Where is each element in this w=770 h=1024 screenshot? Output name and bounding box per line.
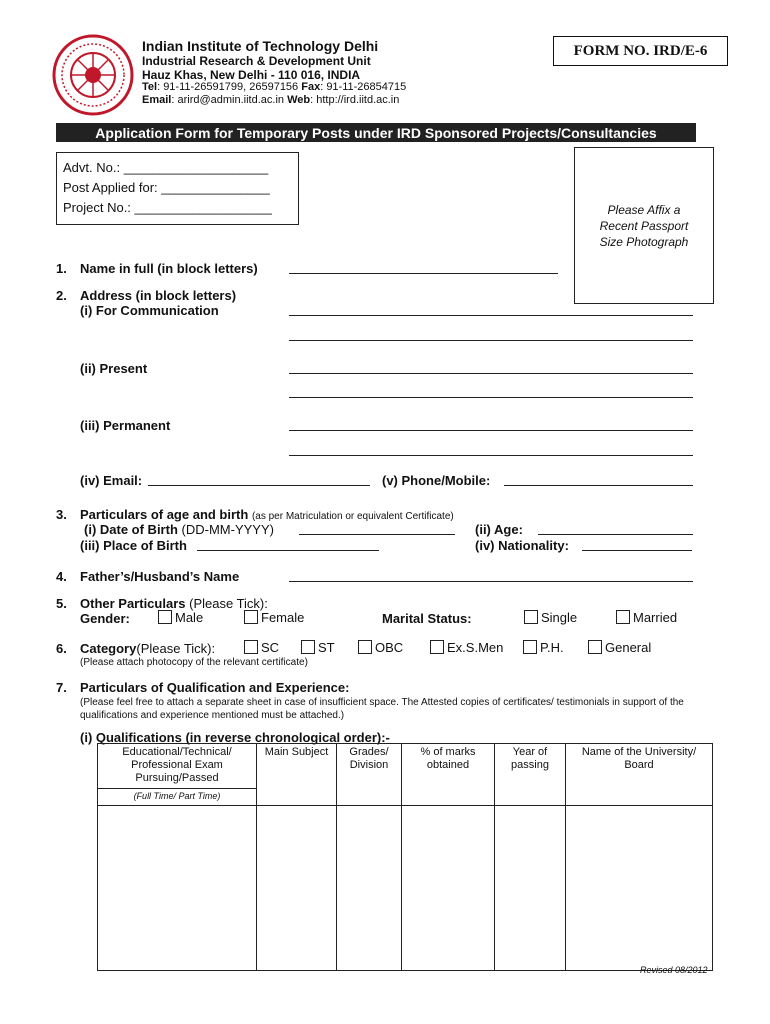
ph-checkbox[interactable] (523, 640, 537, 654)
address-present-line-2[interactable] (289, 397, 693, 398)
father-name-label: Father’s/Husband’s Name (80, 569, 240, 584)
q7-note: (Please feel free to attach a separate sheet in case of insufficient space. The Attested copies of certificates/ testimonials in support of the qualifications and experience mentioned must be attached.) (80, 697, 684, 721)
single-checkbox[interactable] (524, 610, 538, 624)
contact-email-web: Email: arird@admin.iitd.ac.in Web: http://ird.iitd.ac.in (142, 94, 400, 106)
email-label: (iv) Email: (80, 473, 143, 488)
col-subject-header: Main Subject (257, 744, 337, 806)
col-exam-subheader: (Full Time/ Part Time) (98, 788, 256, 803)
age-field[interactable] (538, 534, 693, 535)
address-present-line-1[interactable] (289, 373, 693, 374)
cell-year[interactable] (495, 806, 566, 971)
address-permanent-label: (iii) Permanent (80, 418, 171, 433)
category-note: (Please attach photocopy of the relevant certificate) (80, 657, 308, 668)
nationality-field[interactable] (582, 550, 692, 551)
marital-single-option[interactable]: Single (524, 610, 577, 625)
q6-heading: Category(Please Tick): (80, 641, 216, 656)
nationality-label: (iv) Nationality: (475, 538, 569, 553)
iit-delhi-logo (52, 34, 134, 116)
contact-tel-fax: Tel: 91-11-26591799, 26597156 Fax: 91-11-26854715 (142, 81, 407, 93)
address-communication-line-2[interactable] (289, 340, 693, 341)
q2-number: 2. (56, 288, 67, 303)
q1-label: Name in full (in block letters) (80, 261, 258, 276)
cell-subject[interactable] (257, 806, 337, 971)
q7-number: 7. (56, 680, 67, 695)
q1-number: 1. (56, 261, 67, 276)
st-checkbox[interactable] (301, 640, 315, 654)
marital-status-label: Marital Status: (382, 611, 472, 626)
sc-checkbox[interactable] (244, 640, 258, 654)
address-present-label: (ii) Present (80, 361, 148, 376)
category-general-option[interactable]: General (588, 640, 651, 655)
general-checkbox[interactable] (588, 640, 602, 654)
cell-marks[interactable] (402, 806, 495, 971)
address-permanent-line-1[interactable] (289, 430, 693, 431)
col-grades-header: Grades/ Division (337, 744, 402, 806)
address-communication-label: (i) For Communication (80, 303, 219, 318)
advertisement-box (56, 152, 299, 225)
qualifications-table (97, 743, 713, 971)
q2-label: Address (in block letters) (80, 288, 237, 303)
q3-heading: Particulars of age and birth (as per Matriculation or equivalent Certificate) (80, 507, 454, 522)
revision-note: Revised 08/2012 (640, 965, 708, 975)
category-st-option[interactable]: ST (301, 640, 335, 655)
q6-number: 6. (56, 641, 67, 656)
photo-box (574, 147, 714, 304)
category-exsmen-option[interactable]: Ex.S.Men (430, 640, 503, 655)
col-university-header: Name of the University/ Board (566, 744, 713, 806)
dob-label: (i) Date of Birth (DD-MM-YYYY) (84, 522, 274, 537)
institute-name: Indian Institute of Technology Delhi (142, 38, 379, 54)
qualifications-heading: (i) Qualifications (in reverse chronological order):- (80, 730, 390, 745)
female-checkbox[interactable] (244, 610, 258, 624)
q7-label: Particulars of Qualification and Experience: (80, 680, 350, 695)
marital-married-option[interactable]: Married (616, 610, 677, 625)
cell-university[interactable] (566, 806, 713, 971)
name-field[interactable] (289, 273, 558, 274)
q5-number: 5. (56, 596, 67, 611)
address-communication-line-1[interactable] (289, 315, 693, 316)
col-marks-header: % of marks obtained (402, 744, 495, 806)
category-sc-option[interactable]: SC (244, 640, 279, 655)
col-year-header: Year of passing (495, 744, 566, 806)
email-field[interactable] (148, 485, 370, 486)
phone-label: (v) Phone/Mobile: (382, 473, 491, 488)
male-checkbox[interactable] (158, 610, 172, 624)
pob-field[interactable] (197, 550, 379, 551)
category-ph-option[interactable]: P.H. (523, 640, 564, 655)
project-no-field[interactable]: Project No.: ___________________ (63, 200, 272, 215)
q3-number: 3. (56, 507, 67, 522)
phone-field[interactable] (504, 485, 693, 486)
unit-name: Industrial Research & Development Unit (142, 54, 371, 68)
col-exam-header: Educational/Technical/ Professional Exam Pursuing/Passed (Full Time/ Part Time) (98, 744, 257, 806)
pob-label: (iii) Place of Birth (80, 538, 187, 553)
gender-label: Gender: (80, 611, 130, 626)
father-name-field[interactable] (289, 581, 693, 582)
form-title-banner: Application Form for Temporary Posts under IRD Sponsored Projects/Consultancies (56, 123, 696, 142)
category-obc-option[interactable]: OBC (358, 640, 403, 655)
cell-exam[interactable] (98, 806, 257, 971)
advt-no-field[interactable]: Advt. No.: ____________________ (63, 160, 269, 175)
post-applied-field[interactable]: Post Applied for: _______________ (63, 180, 270, 195)
obc-checkbox[interactable] (358, 640, 372, 654)
age-label: (ii) Age: (475, 522, 523, 537)
gender-male-option[interactable]: Male (158, 610, 203, 625)
table-header-row (98, 744, 713, 806)
dob-field[interactable] (299, 534, 455, 535)
cell-grades[interactable] (337, 806, 402, 971)
exsmen-checkbox[interactable] (430, 640, 444, 654)
photo-instruction: Please Affix a Recent Passport Size Photograph (599, 202, 689, 249)
q4-number: 4. (56, 569, 67, 584)
address-permanent-line-2[interactable] (289, 455, 693, 456)
institute-address: Hauz Khas, New Delhi - 110 016, INDIA (142, 68, 361, 82)
gender-female-option[interactable]: Female (244, 610, 304, 625)
married-checkbox[interactable] (616, 610, 630, 624)
table-row (98, 806, 713, 971)
q5-heading: Other Particulars (Please Tick): (80, 596, 268, 611)
form-number: FORM NO. IRD/E-6 (553, 36, 728, 66)
